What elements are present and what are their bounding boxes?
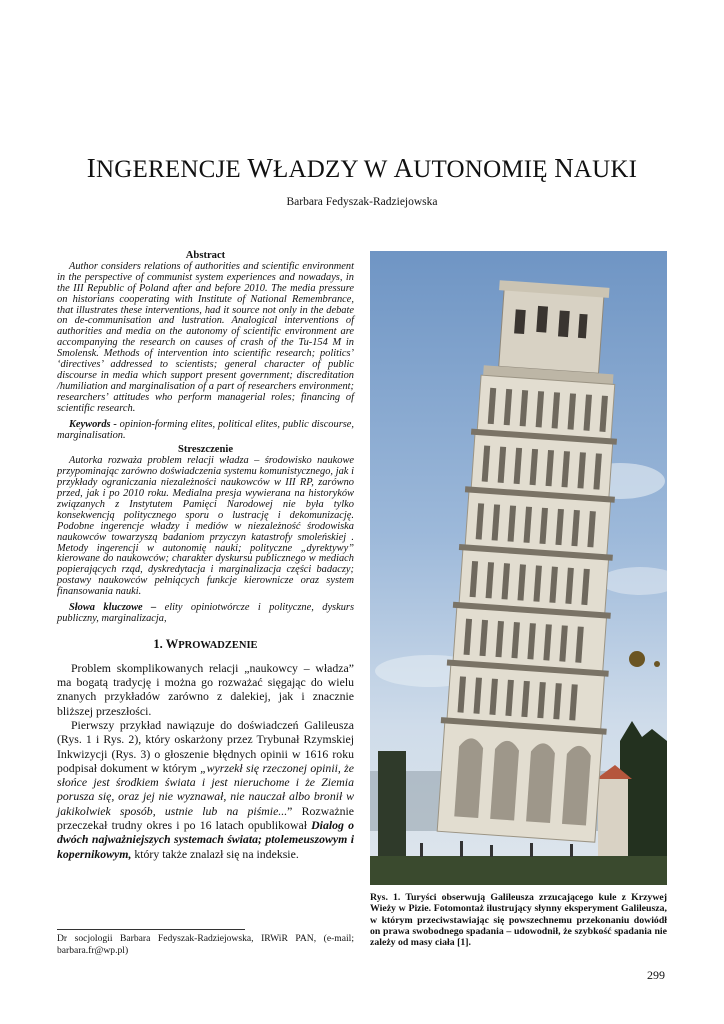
keywords-label: Keywords - — [69, 418, 117, 430]
abstract-text: Author considers relations of authorities and scientific environment in the perspective of communist system experiences and nowadays, in the III Republic of Poland after and before 2010. The media pressure on historians cooperating with Institute of National Remembrance, that illustrates these interventions, had it source not only in the debate on de-communisation and lustration. Analogical interventions of authorities and media on the autonomy of scientific environment are accompanying the research on causes of crash of the Tu-154 M in Smolensk. Methods of intervention into scientific research; politics’ ‘directives’ addressed to scientists; general character of public discourse in media which support present government; discreditation /humiliation and marginalisation of a part of researchers environment; researchers’ attitudes who perform managerial roles; financing of scientific research. — [57, 260, 354, 414]
figure-caption: Rys. 1. Turyści obserwują Galileusza zrzucającego kule z Krzywej Wieży w Pizie. Fotomontaż ilustrujący słynny eksperyment Galileusza, w którym przeciwstawiając się powszechnemu przekonaniu dowiódł on prawa swobodnego spadania – udowodnił, że szybkość spadania nie zależy od masy ciała [1]. — [370, 892, 667, 949]
section-initial: W — [165, 636, 179, 651]
title-part: AUKI — [573, 156, 638, 183]
section-number: 1. — [153, 636, 166, 651]
slowa-kluczowe-text: elity opiniotwórcze i polityczne, dyskurs publiczny, marginalizacja, — [57, 602, 354, 624]
streszczenie-heading: Streszczenie — [177, 444, 234, 456]
footnote: Dr socjologii Barbara Fedyszak-Radziejowska, IRWiR PAN, (e-mail; barbara.fr@wp.pl) — [57, 933, 354, 957]
paper-title — [0, 153, 724, 184]
paragraph-2 — [57, 718, 354, 861]
streszczenie-text: Autorka rozważa problem relacji władza – środowisko naukowe przypominając zarówno doświadczenia systemu komunistycznego, jak i przykłady ograniczania niezależności naukowców w III RP, zarówno przed, jak i po 2010 roku. Medialna presja wywierana na historyków związanych z Instytutem Pamięci Narodowej nie była tylko konsekwencją politycznego sporu o lustrację i dekomunizację. Podobne ingerencje władzy i mediów w niezależność środowiska naukowców towarzyszą badaniom przyczyn katastrofy smoleńskiej . Metody ingerencji w autonomię nauki; polityczne „dyrektywy” kierowane do naukowców; charakter dyskursu publicznego w mediach popierających rząd, dyskredytacja i marginalizacja części badaczy; postawy naukowców pełniących funkcje kierownicze oraz system finansowania nauki. — [57, 455, 354, 598]
keywords — [57, 420, 354, 442]
slowa-kluczowe-label: Słowa kluczowe – — [69, 602, 157, 614]
title-initial: A — [393, 153, 414, 183]
page-number: 299 — [647, 968, 665, 982]
author-name: Barbara Fedyszak-Radziejowska — [286, 196, 438, 208]
tower-illustration — [370, 251, 667, 885]
paragraph-2-c: który także znalazł się na indeksie. — [131, 846, 299, 861]
left-column — [57, 251, 354, 861]
slowa-kluczowe — [57, 603, 354, 625]
paragraph-2-title: Dialog o dwóch najważniejszych systemach świata; ptolemeuszowym i kopernikowym, — [57, 818, 354, 861]
keywords-text: opinion-forming elites, political elites, public discourse, marginalisation. — [57, 418, 354, 441]
title-part: ŁADZY W — [273, 156, 388, 183]
footnote-rule — [57, 929, 245, 930]
title-initial: I — [86, 153, 96, 183]
paragraph-2-quote: „wyrzekł się rzeczonej opinii, że słońce jest środkiem świata i jest nieruchome i że Ziemia porusza się, oraz jej nie wyznawał, nie nauczał albo bronił w jakikolwiek sposób, ustnie lub na piśmie... — [57, 760, 354, 818]
paragraph-1: Problem skomplikowanych relacji „naukowcy – władza” ma bogatą tradycję i można go rozważać sięgając do wielu znanych przykładów zarówno z dalekiej, jak i znacznie bliższej przeszłości. — [57, 660, 354, 718]
title-part: NGERENCJE — [96, 156, 241, 183]
figure-leaning-tower-photo — [370, 251, 667, 885]
paragraph-2-a: Pierwszy przykład nawiązuje do doświadczeń Galileusza (Rys. 1 i Rys. 2), który oskarżony przez Trybunał Rzymskiej Inkwizycji (Rys. 3) o głoszenie błędnych opinii w 1616 roku podpisał dokument w którym — [57, 718, 354, 775]
section-rest: PROWADZENIE — [178, 639, 258, 651]
title-initial: N — [554, 153, 574, 183]
title-part: UTONOMIĘ — [413, 156, 548, 183]
abstract-heading: Abstract — [185, 250, 226, 261]
section-heading — [57, 636, 354, 652]
title-initial: W — [247, 153, 273, 183]
paragraph-2-b: ” Rozważnie przeczekał trudny okres i po 16 latach opublikował — [57, 803, 355, 833]
